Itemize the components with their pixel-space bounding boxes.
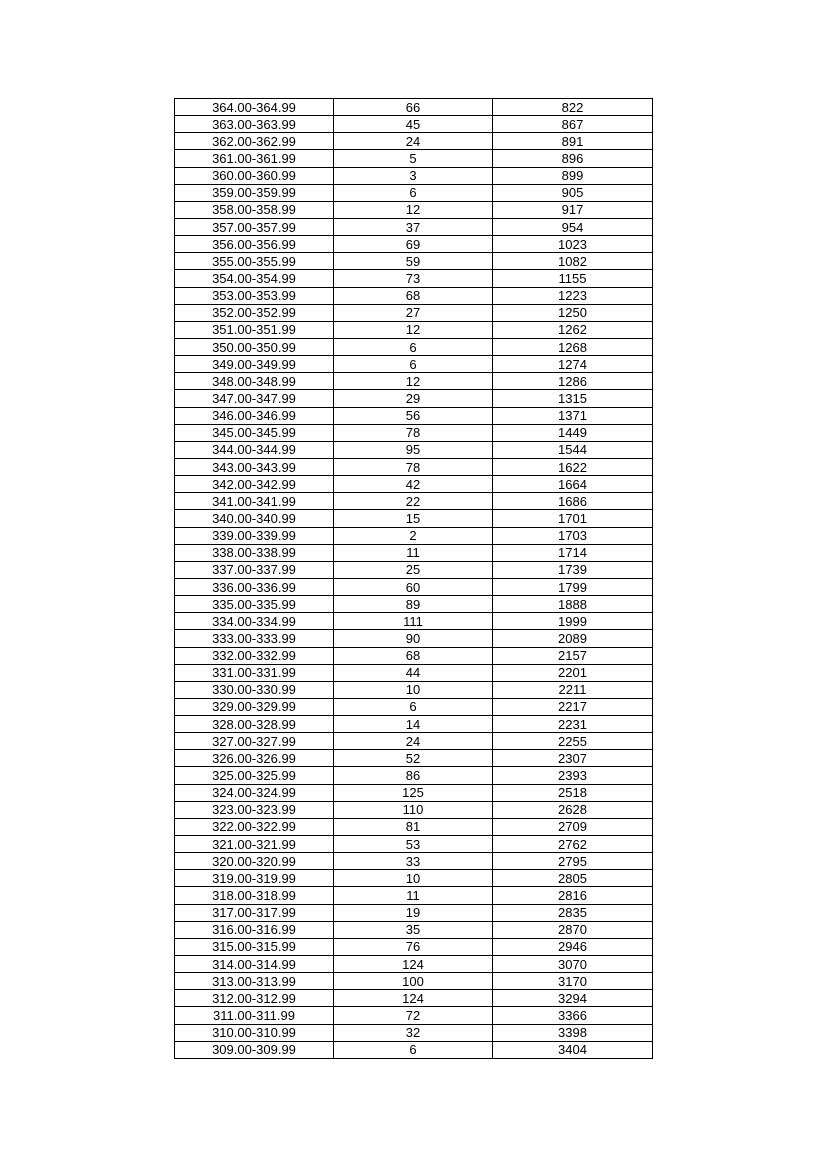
table-row [175, 270, 653, 287]
cumulative-count-cell: 1274 [493, 356, 653, 373]
count-cell: 59 [334, 253, 493, 270]
count-cell: 2 [334, 527, 493, 544]
table-row [175, 236, 653, 253]
count-cell: 5 [334, 150, 493, 167]
table-row [175, 441, 653, 458]
count-cell: 6 [334, 338, 493, 355]
table-row [175, 801, 653, 818]
cumulative-count-cell: 3294 [493, 990, 653, 1007]
table-row [175, 356, 653, 373]
score-range-cell: 313.00-313.99 [175, 973, 334, 990]
table-row [175, 1041, 653, 1058]
cumulative-count-cell: 1449 [493, 424, 653, 441]
score-range-cell: 330.00-330.99 [175, 681, 334, 698]
cumulative-count-cell: 2762 [493, 836, 653, 853]
count-cell: 10 [334, 681, 493, 698]
table-row [175, 818, 653, 835]
score-range-cell: 354.00-354.99 [175, 270, 334, 287]
score-range-cell: 322.00-322.99 [175, 818, 334, 835]
count-cell: 78 [334, 424, 493, 441]
count-cell: 68 [334, 647, 493, 664]
cumulative-count-cell: 1315 [493, 390, 653, 407]
score-range-cell: 349.00-349.99 [175, 356, 334, 373]
count-cell: 89 [334, 596, 493, 613]
count-cell: 52 [334, 750, 493, 767]
table-row [175, 373, 653, 390]
count-cell: 68 [334, 287, 493, 304]
score-range-cell: 355.00-355.99 [175, 253, 334, 270]
cumulative-count-cell: 2157 [493, 647, 653, 664]
score-range-cell: 311.00-311.99 [175, 1007, 334, 1024]
table-row [175, 750, 653, 767]
score-range-cell: 358.00-358.99 [175, 201, 334, 218]
score-range-cell: 362.00-362.99 [175, 133, 334, 150]
cumulative-count-cell: 1739 [493, 561, 653, 578]
cumulative-count-cell: 3398 [493, 1024, 653, 1041]
count-cell: 25 [334, 561, 493, 578]
table-row [175, 544, 653, 561]
cumulative-count-cell: 3404 [493, 1041, 653, 1058]
score-range-cell: 309.00-309.99 [175, 1041, 334, 1058]
score-range-cell: 342.00-342.99 [175, 476, 334, 493]
score-range-cell: 361.00-361.99 [175, 150, 334, 167]
cumulative-count-cell: 2709 [493, 818, 653, 835]
score-range-cell: 315.00-315.99 [175, 938, 334, 955]
count-cell: 42 [334, 476, 493, 493]
count-cell: 110 [334, 801, 493, 818]
cumulative-count-cell: 2089 [493, 630, 653, 647]
cumulative-count-cell: 2201 [493, 664, 653, 681]
count-cell: 29 [334, 390, 493, 407]
cumulative-count-cell: 1703 [493, 527, 653, 544]
cumulative-count-cell: 1622 [493, 458, 653, 475]
cumulative-count-cell: 917 [493, 201, 653, 218]
count-cell: 45 [334, 116, 493, 133]
cumulative-count-cell: 1023 [493, 236, 653, 253]
cumulative-count-cell: 1999 [493, 613, 653, 630]
count-cell: 3 [334, 167, 493, 184]
count-cell: 95 [334, 441, 493, 458]
cumulative-count-cell: 2231 [493, 716, 653, 733]
score-range-cell: 351.00-351.99 [175, 321, 334, 338]
table-row [175, 167, 653, 184]
cumulative-count-cell: 2816 [493, 887, 653, 904]
cumulative-count-cell: 2255 [493, 733, 653, 750]
score-range-cell: 338.00-338.99 [175, 544, 334, 561]
cumulative-count-cell: 1262 [493, 321, 653, 338]
table-row [175, 990, 653, 1007]
score-range-cell: 333.00-333.99 [175, 630, 334, 647]
table-row [175, 338, 653, 355]
table-row [175, 458, 653, 475]
score-range-cell: 326.00-326.99 [175, 750, 334, 767]
count-cell: 12 [334, 201, 493, 218]
table-row [175, 938, 653, 955]
table-row [175, 853, 653, 870]
score-range-cell: 353.00-353.99 [175, 287, 334, 304]
table-row [175, 613, 653, 630]
score-range-cell: 324.00-324.99 [175, 784, 334, 801]
cumulative-count-cell: 2870 [493, 921, 653, 938]
count-cell: 27 [334, 304, 493, 321]
table-row [175, 733, 653, 750]
count-cell: 6 [334, 356, 493, 373]
table-row [175, 201, 653, 218]
cumulative-count-cell: 2217 [493, 698, 653, 715]
score-range-cell: 327.00-327.99 [175, 733, 334, 750]
score-range-cell: 352.00-352.99 [175, 304, 334, 321]
table-row [175, 476, 653, 493]
count-cell: 53 [334, 836, 493, 853]
count-cell: 72 [334, 1007, 493, 1024]
score-range-cell: 336.00-336.99 [175, 578, 334, 595]
cumulative-count-cell: 1888 [493, 596, 653, 613]
score-range-cell: 363.00-363.99 [175, 116, 334, 133]
cumulative-count-cell: 867 [493, 116, 653, 133]
score-range-cell: 320.00-320.99 [175, 853, 334, 870]
table-row [175, 1024, 653, 1041]
table-row [175, 99, 653, 116]
cumulative-count-cell: 1223 [493, 287, 653, 304]
table-row [175, 887, 653, 904]
count-cell: 24 [334, 733, 493, 750]
cumulative-count-cell: 822 [493, 99, 653, 116]
score-range-cell: 344.00-344.99 [175, 441, 334, 458]
score-range-cell: 318.00-318.99 [175, 887, 334, 904]
table-row [175, 784, 653, 801]
count-cell: 56 [334, 407, 493, 424]
cumulative-count-cell: 2307 [493, 750, 653, 767]
cumulative-count-cell: 1286 [493, 373, 653, 390]
table-row [175, 116, 653, 133]
cumulative-count-cell: 1268 [493, 338, 653, 355]
score-range-cell: 310.00-310.99 [175, 1024, 334, 1041]
table-row [175, 630, 653, 647]
cumulative-count-cell: 3070 [493, 956, 653, 973]
count-cell: 6 [334, 1041, 493, 1058]
table-row [175, 870, 653, 887]
table-row [175, 407, 653, 424]
table-row [175, 1007, 653, 1024]
cumulative-count-cell: 1799 [493, 578, 653, 595]
table-row [175, 304, 653, 321]
count-cell: 81 [334, 818, 493, 835]
cumulative-count-cell: 2946 [493, 938, 653, 955]
cumulative-count-cell: 2795 [493, 853, 653, 870]
score-range-cell: 339.00-339.99 [175, 527, 334, 544]
count-cell: 33 [334, 853, 493, 870]
count-cell: 90 [334, 630, 493, 647]
count-cell: 76 [334, 938, 493, 955]
count-cell: 32 [334, 1024, 493, 1041]
score-range-cell: 348.00-348.99 [175, 373, 334, 390]
cumulative-count-cell: 2393 [493, 767, 653, 784]
count-cell: 24 [334, 133, 493, 150]
cumulative-count-cell: 2835 [493, 904, 653, 921]
table-row [175, 578, 653, 595]
count-cell: 12 [334, 321, 493, 338]
table-row [175, 218, 653, 235]
table-row [175, 904, 653, 921]
score-distribution-table [174, 98, 653, 1059]
cumulative-count-cell: 899 [493, 167, 653, 184]
count-cell: 11 [334, 544, 493, 561]
count-cell: 35 [334, 921, 493, 938]
table-row [175, 493, 653, 510]
cumulative-count-cell: 1155 [493, 270, 653, 287]
count-cell: 37 [334, 218, 493, 235]
table-body [175, 99, 653, 1059]
cumulative-count-cell: 1544 [493, 441, 653, 458]
cumulative-count-cell: 2211 [493, 681, 653, 698]
score-range-cell: 341.00-341.99 [175, 493, 334, 510]
count-cell: 14 [334, 716, 493, 733]
count-cell: 100 [334, 973, 493, 990]
score-range-cell: 316.00-316.99 [175, 921, 334, 938]
count-cell: 69 [334, 236, 493, 253]
count-cell: 11 [334, 887, 493, 904]
count-cell: 22 [334, 493, 493, 510]
score-range-cell: 357.00-357.99 [175, 218, 334, 235]
score-range-cell: 321.00-321.99 [175, 836, 334, 853]
count-cell: 111 [334, 613, 493, 630]
cumulative-count-cell: 1664 [493, 476, 653, 493]
cumulative-count-cell: 905 [493, 184, 653, 201]
score-range-cell: 360.00-360.99 [175, 167, 334, 184]
table-row [175, 390, 653, 407]
score-range-cell: 331.00-331.99 [175, 664, 334, 681]
table-row [175, 698, 653, 715]
count-cell: 125 [334, 784, 493, 801]
score-range-cell: 312.00-312.99 [175, 990, 334, 1007]
score-range-cell: 332.00-332.99 [175, 647, 334, 664]
table-row [175, 527, 653, 544]
table-row [175, 836, 653, 853]
count-cell: 78 [334, 458, 493, 475]
score-range-cell: 364.00-364.99 [175, 99, 334, 116]
count-cell: 66 [334, 99, 493, 116]
cumulative-count-cell: 3170 [493, 973, 653, 990]
count-cell: 10 [334, 870, 493, 887]
cumulative-count-cell: 1082 [493, 253, 653, 270]
count-cell: 124 [334, 956, 493, 973]
count-cell: 124 [334, 990, 493, 1007]
table-row [175, 561, 653, 578]
cumulative-count-cell: 954 [493, 218, 653, 235]
cumulative-count-cell: 2805 [493, 870, 653, 887]
table-row [175, 287, 653, 304]
cumulative-count-cell: 2518 [493, 784, 653, 801]
score-range-cell: 343.00-343.99 [175, 458, 334, 475]
count-cell: 19 [334, 904, 493, 921]
cumulative-count-cell: 891 [493, 133, 653, 150]
score-range-cell: 325.00-325.99 [175, 767, 334, 784]
table-row [175, 184, 653, 201]
table-row [175, 150, 653, 167]
table-row [175, 647, 653, 664]
cumulative-count-cell: 1371 [493, 407, 653, 424]
count-cell: 73 [334, 270, 493, 287]
score-range-cell: 346.00-346.99 [175, 407, 334, 424]
table-row [175, 253, 653, 270]
count-cell: 86 [334, 767, 493, 784]
table-row [175, 321, 653, 338]
score-range-cell: 323.00-323.99 [175, 801, 334, 818]
cumulative-count-cell: 2628 [493, 801, 653, 818]
cumulative-count-cell: 3366 [493, 1007, 653, 1024]
cumulative-count-cell: 1714 [493, 544, 653, 561]
cumulative-count-cell: 896 [493, 150, 653, 167]
count-cell: 15 [334, 510, 493, 527]
table-row [175, 424, 653, 441]
table-row [175, 921, 653, 938]
score-range-cell: 347.00-347.99 [175, 390, 334, 407]
table-row [175, 973, 653, 990]
score-range-cell: 356.00-356.99 [175, 236, 334, 253]
count-cell: 60 [334, 578, 493, 595]
table-row [175, 133, 653, 150]
score-range-cell: 314.00-314.99 [175, 956, 334, 973]
table-row [175, 956, 653, 973]
score-range-cell: 334.00-334.99 [175, 613, 334, 630]
score-range-cell: 359.00-359.99 [175, 184, 334, 201]
cumulative-count-cell: 1686 [493, 493, 653, 510]
score-range-cell: 329.00-329.99 [175, 698, 334, 715]
score-range-cell: 335.00-335.99 [175, 596, 334, 613]
score-range-cell: 337.00-337.99 [175, 561, 334, 578]
table-row [175, 681, 653, 698]
cumulative-count-cell: 1250 [493, 304, 653, 321]
table-row [175, 664, 653, 681]
table-row [175, 767, 653, 784]
count-cell: 6 [334, 698, 493, 715]
score-range-cell: 345.00-345.99 [175, 424, 334, 441]
table-row [175, 716, 653, 733]
table-row [175, 596, 653, 613]
score-range-cell: 319.00-319.99 [175, 870, 334, 887]
table-row [175, 510, 653, 527]
cumulative-count-cell: 1701 [493, 510, 653, 527]
score-range-cell: 317.00-317.99 [175, 904, 334, 921]
score-range-cell: 350.00-350.99 [175, 338, 334, 355]
count-cell: 44 [334, 664, 493, 681]
count-cell: 12 [334, 373, 493, 390]
score-range-cell: 340.00-340.99 [175, 510, 334, 527]
count-cell: 6 [334, 184, 493, 201]
score-range-cell: 328.00-328.99 [175, 716, 334, 733]
